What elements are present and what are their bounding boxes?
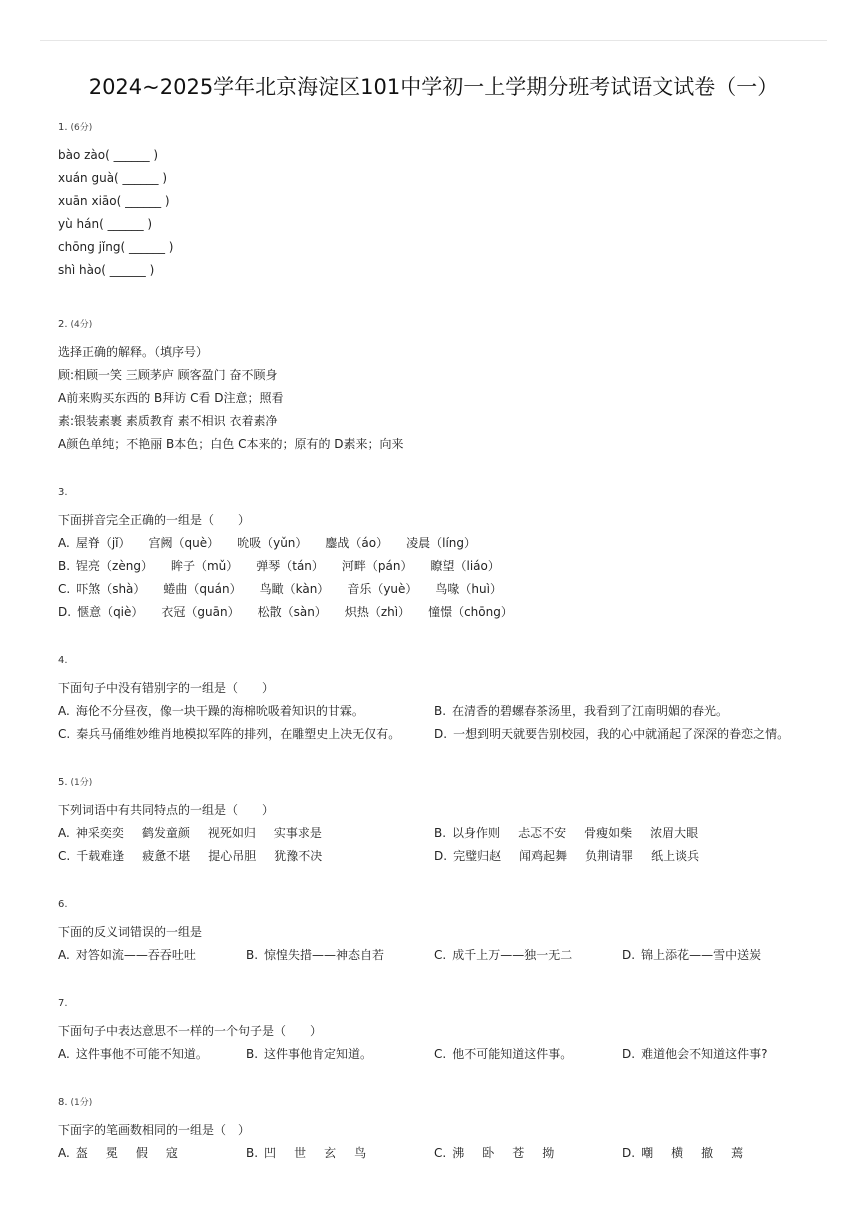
option-a[interactable]: A. 海伦不分昼夜，像一块干躁的海棉吮吸着知识的甘霖。 xyxy=(58,704,364,718)
question-8 xyxy=(58,1093,818,1173)
question-number: 4. xyxy=(58,655,68,666)
question-number: 8. (1分) xyxy=(58,1097,93,1108)
option-c[interactable]: C. 秦兵马俑维妙维肖地模拟军阵的排列，在雕塑史上决无仅有。 xyxy=(58,727,401,741)
pinyin-item: bào zào( ______ ) xyxy=(58,148,159,162)
pinyin-item: xuán guà( ______ ) xyxy=(58,171,168,185)
option-a[interactable]: A. 屋脊（jǐ） 宫阙（què） 吮吸（yǔn） 鏖战（áo） 凌晨（líng） xyxy=(58,536,477,550)
question-number: 6. xyxy=(58,899,68,910)
option-b[interactable]: B. 以身作则 忐忑不安 骨瘦如柴 浓眉大眼 xyxy=(434,826,699,840)
exam-content xyxy=(58,118,818,1173)
option-d[interactable]: D. 一想到明天就要告别校园，我的心中就涌起了深深的眷恋之情。 xyxy=(434,727,790,741)
option-b[interactable]: B. 惊惶失措——神态自若 xyxy=(246,948,385,962)
question-3 xyxy=(58,483,818,651)
option-d[interactable]: D. 锦上添花——雪中送炭 xyxy=(622,948,762,962)
question-number: 3. xyxy=(58,487,68,498)
question-1 xyxy=(58,118,818,315)
page-title: 2024~2025学年北京海淀区101中学初一上学期分班考试语文试卷（一） xyxy=(88,75,779,99)
text-line: A前来购买东西的 B拜访 C看 D注意；照看 xyxy=(58,391,284,405)
question-number: 7. xyxy=(58,998,68,1009)
option-a[interactable]: A. 这件事他不可能不知道。 xyxy=(58,1047,208,1061)
text-line: 素:银装素裹 素质教育 素不相识 衣着素净 xyxy=(58,414,278,428)
option-c[interactable]: C. 千载难逢 疲惫不堪 提心吊胆 犹豫不决 xyxy=(58,849,323,863)
option-b[interactable]: B. 锃亮（zèng） 眸子（mǔ） 弹琴（tán） 河畔（pán） 瞭望（liáo） xyxy=(58,559,500,573)
question-number: 2. (4分) xyxy=(58,319,93,330)
page-top-rule xyxy=(40,40,827,41)
question-2 xyxy=(58,315,818,483)
pinyin-item: shì hào( ______ ) xyxy=(58,263,155,277)
question-stem: 下列词语中有共同特点的一组是（ ） xyxy=(58,803,275,817)
text-line: A颜色单纯；不艳丽 B本色；白色 C本来的；原有的 D素来；向来 xyxy=(58,437,404,451)
question-stem: 下面的反义词错误的一组是 xyxy=(58,925,203,939)
pinyin-item: yù hán( ______ ) xyxy=(58,217,153,231)
text-line: 顾:相顾一笑 三顾茅庐 顾客盈门 奋不顾身 xyxy=(58,368,278,382)
option-c[interactable]: C. 吓煞（shà） 蜷曲（quán） 鸟瞰（kàn） 音乐（yuè） 鸟喙（huì） xyxy=(58,582,502,596)
question-5 xyxy=(58,773,818,895)
option-d[interactable]: D. 难道他会不知道这件事? xyxy=(622,1047,768,1061)
question-6 xyxy=(58,895,818,994)
question-stem: 下面字的笔画数相同的一组是（ ） xyxy=(58,1123,251,1137)
option-d[interactable]: D. 完璧归赵 闻鸡起舞 负荆请罪 纸上谈兵 xyxy=(434,849,700,863)
question-stem: 下面拼音完全正确的一组是（ ） xyxy=(58,513,251,527)
option-c[interactable]: C. 成千上万——独一无二 xyxy=(434,948,573,962)
option-b[interactable]: B. 这件事他肯定知道。 xyxy=(246,1047,373,1061)
option-a[interactable]: A. 盔 冕 假 寇 xyxy=(58,1146,178,1160)
option-d[interactable]: D. 嘲 横 撤 蔫 xyxy=(622,1146,744,1160)
pinyin-item: chōng jǐng( ______ ) xyxy=(58,240,174,254)
question-stem: 下面句子中没有错别字的一组是（ ） xyxy=(58,681,275,695)
option-b[interactable]: B. 在清香的碧螺春茶汤里，我看到了江南明媚的春光。 xyxy=(434,704,729,718)
question-7 xyxy=(58,994,818,1093)
question-stem: 选择正确的解释。（填序号） xyxy=(58,345,209,359)
question-number: 5. (1分) xyxy=(58,777,93,788)
question-4 xyxy=(58,651,818,773)
question-stem: 下面句子中表达意思不一样的一个句子是（ ） xyxy=(58,1024,323,1038)
option-a[interactable]: A. 对答如流——吞吞吐吐 xyxy=(58,948,196,962)
question-number: 1. (6分) xyxy=(58,122,93,133)
option-c[interactable]: C. 他不可能知道这件事。 xyxy=(434,1047,573,1061)
option-b[interactable]: B. 凹 世 玄 鸟 xyxy=(246,1146,367,1160)
option-a[interactable]: A. 神采奕奕 鹤发童颜 视死如归 实事求是 xyxy=(58,826,322,840)
option-d[interactable]: D. 惬意（qiè） 衣冠（guān） 松散（sàn） 炽热（zhì） 憧憬（chōng） xyxy=(58,605,513,619)
pinyin-item: xuān xiāo( ______ ) xyxy=(58,194,170,208)
option-c[interactable]: C. 沸 卧 苍 拗 xyxy=(434,1146,555,1160)
